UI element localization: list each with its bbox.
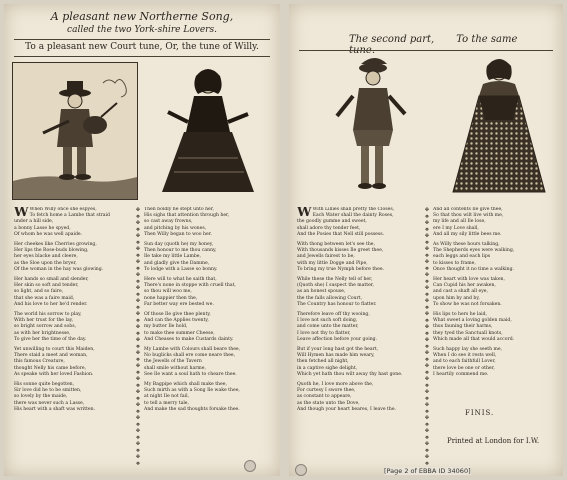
ornament-column-left: ✤ ❖ ✤ ❖ ✤ ❖ ✤ ❖ ✤ ❖ ✤ ❖ ✤ ❖ ✤ ❖ ✤ ❖ ✤ ❖ ✤ ❖ ✤ ❖ ✤ ❖ ✤ ❖ ✤ ❖ ✤ ❖ ✤ ❖ ✤ ❖ ✤ ❖ ✤ ❖ bbox=[135, 207, 141, 467]
verse-line: with my little Dogge and Pipe, bbox=[297, 260, 368, 266]
stanza bbox=[297, 242, 421, 273]
title-rule bbox=[14, 39, 270, 40]
verse-line: there was never such a Lasse, bbox=[14, 400, 85, 406]
verse-line: Her hands so small and slender, bbox=[14, 277, 89, 283]
verse-line: While these the Nelly tell of her, bbox=[297, 277, 373, 283]
verse-line: There staid a meet and woman, bbox=[14, 353, 88, 359]
stanza bbox=[433, 207, 557, 238]
verse-line: so bright sorrow and sobs, bbox=[14, 324, 77, 330]
verse-line: Sun day (quoth he) my honey, bbox=[144, 242, 214, 248]
stanza bbox=[144, 347, 272, 378]
verse-line: there love be one or other, bbox=[433, 365, 495, 371]
verse-line: thus fauning their harms, bbox=[433, 324, 493, 330]
verse-line: With thousands kisses Ile greet thee, bbox=[297, 248, 384, 254]
stanza bbox=[14, 312, 132, 343]
verse-line: then fetched all night, bbox=[297, 359, 349, 365]
verse-line: as the Sloe upon the bryer, bbox=[14, 260, 77, 266]
verse-line: My Lambe with Colours shall beare thee, bbox=[144, 347, 241, 353]
tune-rule bbox=[14, 56, 270, 57]
verse-line: Which yet hath thou wilt away thy hast gone. bbox=[297, 371, 403, 377]
drop-cap: W bbox=[14, 207, 29, 220]
verse-line: His heart with a shaft was written. bbox=[14, 406, 96, 412]
verse-line: To fetch home a Lambe that straid bbox=[29, 213, 110, 219]
verse-line: this famous Creature, bbox=[14, 359, 65, 365]
verse-line: Sir love did he to be smitten, bbox=[14, 388, 82, 394]
tune-line: To a pleasant new Court tune, Or, the tune of Willy. bbox=[25, 42, 259, 52]
part-label: The second part, bbox=[349, 34, 435, 45]
stanza bbox=[297, 382, 421, 413]
verse-line: none happier then the, bbox=[144, 295, 198, 301]
library-stamp-right bbox=[295, 464, 307, 476]
ornament-column-right: ✤ ❖ ✤ ❖ ✤ ❖ ✤ ❖ ✤ ❖ ✤ ❖ ✤ ❖ ✤ ❖ ✤ ❖ ✤ ❖ ✤ ❖ ✤ ❖ ✤ ❖ ✤ ❖ ✤ ❖ ✤ ❖ ✤ ❖ ✤ ❖ ✤ ❖ ✤ ❖ bbox=[424, 207, 430, 467]
stanza bbox=[433, 277, 557, 308]
left-page bbox=[4, 4, 280, 476]
stanza bbox=[14, 207, 132, 238]
stanza bbox=[144, 382, 272, 413]
verse-line: at night Ile not fail, bbox=[144, 394, 190, 400]
stanza bbox=[144, 312, 272, 343]
verse-line: And though your heart beares, I leave the. bbox=[297, 406, 397, 412]
verse-line: shall adore thy tender feet, bbox=[297, 225, 361, 231]
part-heading bbox=[349, 34, 563, 56]
verse-line: Quoth he, I love more above the, bbox=[297, 382, 374, 388]
verse-line: When Willy once she espyes, bbox=[29, 207, 97, 212]
verse-line: Can Cupid his her awaken, bbox=[433, 283, 496, 289]
verse-line: The Country has honour to flatter. bbox=[297, 301, 377, 307]
verse-line: and come unto the matter, bbox=[297, 324, 359, 330]
verse-line: Here will to what he saith that, bbox=[144, 277, 217, 283]
tune-label: To the same bbox=[456, 34, 518, 45]
right-verse-column-1 bbox=[297, 207, 421, 469]
verse-line: With thong between let's see the, bbox=[297, 242, 375, 248]
verse-line: thought Nelly his came before, bbox=[14, 365, 87, 371]
verse-line: my butter Ile hold, bbox=[144, 324, 188, 330]
verse-line: Such mirth as with a Song Ile wake thee, bbox=[144, 388, 240, 394]
verse-line: Of those Ile give thee plenty, bbox=[144, 312, 211, 318]
verse-line: so light, and so faire, bbox=[14, 289, 64, 295]
verse-line: The world his sorrow to play, bbox=[14, 312, 82, 318]
verse-line: See Ile want a soul hath to cheare thee. bbox=[144, 371, 237, 377]
verse-line: each leggs and each lips bbox=[433, 254, 491, 260]
verse-line: my life and all Ile lose, bbox=[433, 219, 486, 225]
verse-line: as the state unto the Dove, bbox=[297, 400, 360, 406]
left-verse-column-2 bbox=[144, 207, 272, 469]
stanza bbox=[297, 277, 421, 308]
stanza bbox=[14, 242, 132, 273]
verse-line: under a hill side, bbox=[14, 219, 54, 225]
verse-line: the the falls allowing Court, bbox=[297, 295, 363, 301]
verse-line: in a captive sighe delight, bbox=[297, 365, 358, 371]
verse-line: the Jewells of the Tavern bbox=[144, 359, 202, 365]
verse-line: so thou will woo me, bbox=[144, 289, 192, 295]
verse-line: For curtesy I swore thee, bbox=[297, 388, 356, 394]
verse-line: and gladly give the Damme, bbox=[144, 260, 210, 266]
verse-line: To give her the time of the day. bbox=[14, 336, 87, 342]
verse-line: To bring my true Nymph before thee. bbox=[297, 266, 385, 272]
verse-line: and Jewells fairest to be, bbox=[297, 254, 355, 260]
verse-line: to make thee summer Cheese, bbox=[144, 330, 215, 336]
verse-line: Then Willy began to woo her. bbox=[144, 231, 212, 237]
verse-line: Then boldly he stept unto her, bbox=[144, 207, 214, 212]
verse-line: to tell a merry tale, bbox=[144, 400, 189, 406]
right-verse-column-2 bbox=[433, 207, 557, 403]
verse-line: And the Posies that Nell still possess. bbox=[297, 231, 385, 237]
woodcut-lady bbox=[144, 62, 270, 198]
verse-line: as with her brightnesse, bbox=[14, 330, 71, 336]
stanza bbox=[144, 242, 272, 273]
stanza bbox=[144, 277, 272, 308]
drop-cap-right: W bbox=[297, 207, 312, 220]
verse-line: and cast a shaft all eye, bbox=[433, 289, 488, 295]
stanza bbox=[297, 312, 421, 343]
stanza bbox=[14, 277, 132, 308]
verse-line: As Willy these hours talking, bbox=[433, 242, 500, 248]
verse-line: And can the Applies twenty, bbox=[144, 318, 209, 324]
verse-line: Will Hymen has made him weary, bbox=[297, 353, 375, 359]
verse-line: so cast away frowns, bbox=[144, 219, 193, 225]
verse-line: Therefore leave off thy wooing, bbox=[297, 312, 370, 318]
verse-line: Of the woman in the hay was glowing. bbox=[14, 266, 104, 272]
printer-imprint: Printed at London for I.W. bbox=[447, 437, 540, 445]
verse-line: With her trust for the lay, bbox=[14, 318, 74, 324]
verse-line: To show he was not forsaken. bbox=[433, 301, 502, 307]
library-stamp bbox=[244, 460, 256, 472]
verse-line: shall smile without harme, bbox=[144, 365, 206, 371]
verse-line: as an honest spouse, bbox=[297, 289, 346, 295]
verse-line: Of whom he was well apaide. bbox=[14, 231, 83, 237]
verse-line: Far better way ere bested we. bbox=[144, 301, 214, 307]
verse-line: His sonne quite begotten, bbox=[14, 382, 75, 388]
verse-line: the goodly gumme and sweet, bbox=[297, 219, 367, 225]
verse-line: With Lillies shall pretty the Closes, bbox=[312, 207, 395, 212]
verse-line: her eyes blacke and cleere, bbox=[14, 254, 78, 260]
verse-line: And all contents Ile give thee, bbox=[433, 207, 503, 212]
verse-line: And all my sily little bees me. bbox=[433, 231, 502, 237]
verse-line: to kisses to frame, bbox=[433, 260, 476, 266]
verse-line: and to each faithfull Lover, bbox=[433, 359, 496, 365]
verse-line: so lovely by the maide, bbox=[14, 394, 68, 400]
verse-line: Once thought it no time a walking. bbox=[433, 266, 514, 272]
verse-line: I love not thy to flatter, bbox=[297, 330, 351, 336]
verse-line: Yet unwilling to court this Maiden, bbox=[14, 347, 95, 353]
verse-line: What sweet a loving golden maid, bbox=[433, 318, 512, 324]
verse-line: Her lips the Rose-buds blowing, bbox=[14, 248, 89, 254]
verse-line: a bonny Lasse he spyed, bbox=[14, 225, 71, 231]
stanza bbox=[144, 207, 272, 238]
verse-line: To lodge with a Lasse so bonny. bbox=[144, 266, 218, 272]
verse-line: No buglicks shall ere come neare thee, bbox=[144, 353, 236, 359]
verse-line: As speake with her loved Fashion. bbox=[14, 371, 94, 377]
woodcut-lady-dress bbox=[449, 56, 549, 200]
verse-line: Her skin so soft and tender, bbox=[14, 283, 79, 289]
verse-line: upon him by and by, bbox=[433, 295, 480, 301]
finis: FINIS. bbox=[465, 409, 495, 417]
woodcut-bagpiper bbox=[12, 62, 138, 200]
verse-line: His sighs that attention through her, bbox=[144, 213, 230, 219]
verse-line: My Bagpipe which shall make thee, bbox=[144, 382, 227, 388]
ballad-title: A pleasant new Northerne Song, bbox=[50, 10, 234, 23]
verse-line: as constant to appeare, bbox=[297, 394, 352, 400]
verse-line: and pitching by his wones, bbox=[144, 225, 207, 231]
stanza bbox=[433, 242, 557, 273]
verse-line: Her cheekes like Cherries growing, bbox=[14, 242, 97, 248]
right-page bbox=[289, 4, 563, 476]
verse-line: And Cheases to make Custards dainty. bbox=[144, 336, 234, 342]
stanza bbox=[14, 382, 132, 413]
page-caption: [Page 2 of EBBA ID 34060] bbox=[384, 467, 471, 475]
verse-line: Each Water shall the dainty Roses, bbox=[312, 213, 394, 219]
verse-line: (Quoth she) I suspect the matter, bbox=[297, 283, 374, 289]
verse-line: ere I my Love shall, bbox=[433, 225, 479, 231]
woodcut-gentleman bbox=[323, 56, 419, 196]
verse-line: Leave affection before your going. bbox=[297, 336, 378, 342]
verse-line: The Shepherds eyes were walking, bbox=[433, 248, 515, 254]
verse-line: that she was a faire maid, bbox=[14, 295, 75, 301]
verse-line: And his love to her he'd render. bbox=[14, 301, 88, 307]
verse-line: Which made all that would accord. bbox=[433, 336, 515, 342]
verse-line: But if your long hast got the heart, bbox=[297, 347, 379, 353]
verse-line: I heartily commend me. bbox=[433, 371, 489, 377]
verse-line: Then honour to me thou canny, bbox=[144, 248, 217, 254]
stanza bbox=[297, 347, 421, 378]
stanza bbox=[433, 312, 557, 343]
verse-line: I love not such soft doing, bbox=[297, 318, 358, 324]
stanza bbox=[14, 347, 132, 378]
verse-line: Ile take my little Lambe, bbox=[144, 254, 201, 260]
verse-line: they tyed the Sanctuall knots, bbox=[433, 330, 503, 336]
verse-line: When I do see it rests well, bbox=[433, 353, 497, 359]
verse-line: So that thou wilt live with me, bbox=[433, 213, 504, 219]
stanza bbox=[433, 347, 557, 378]
verse-line: Such happy lay she seeth me, bbox=[433, 347, 503, 353]
left-verse-column-1 bbox=[14, 207, 132, 469]
verse-line: His lips to hers he laid, bbox=[433, 312, 487, 318]
stanza bbox=[297, 207, 421, 238]
verse-line: There's none in stoppe with cruell that, bbox=[144, 283, 236, 289]
verse-line: And make the sad thoughts forsake thee. bbox=[144, 406, 240, 412]
part-rule bbox=[299, 50, 553, 51]
ballad-subtitle: called the two York-shire Lovers. bbox=[67, 25, 217, 35]
verse-line: Her heart with love was taken, bbox=[433, 277, 505, 283]
